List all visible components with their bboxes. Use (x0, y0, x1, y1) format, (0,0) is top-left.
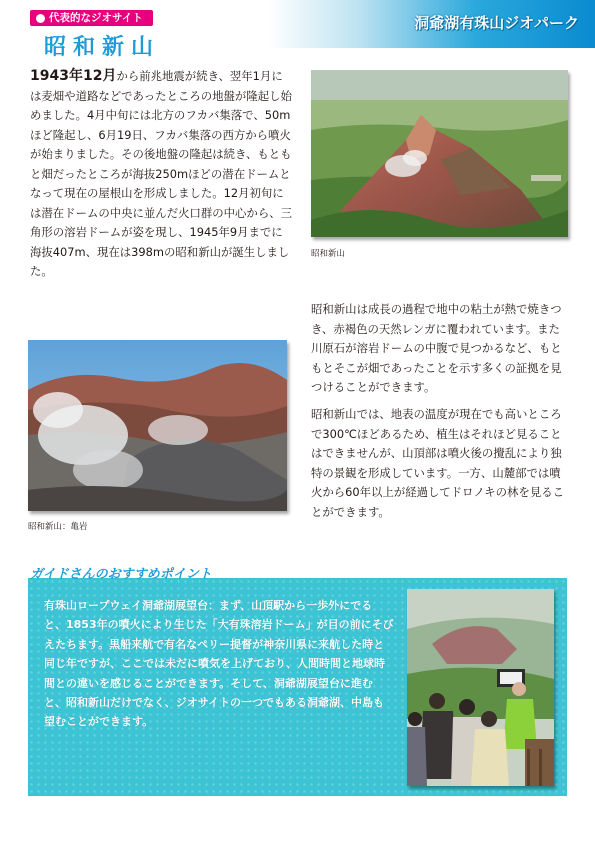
kame-iwa-photo (28, 340, 287, 511)
showa-shinzan-aerial-photo (311, 70, 568, 237)
photo2-caption: 昭和新山：亀岩 (28, 522, 88, 532)
guide-heading: ガイドさんのおすすめポイント (30, 567, 212, 582)
category-tag (30, 10, 153, 26)
guide-body: ：まず、山頂駅から一歩外にでると、1853年の噴火により生じた「大有珠溶岩ドーム」が目の前にそびえたちます。黒船来航で有名なペリー提督が神奈川県に来航した時と同じ年ですが、ここでは未だに噴気を上げており、人間時間と地球時間との違いを感じることができます。そして、洞爺湖展望台に進むと、昭和新山だけでなく、ジオサイトの一つでもある洞爺湖、中島も望むことができます。 (44, 599, 394, 729)
intro-year-lead: 1943年12月 (30, 68, 117, 84)
page-title: 昭和新山 (44, 35, 161, 60)
guide-highlight: 有珠山ロープウェイ洞爺湖展望台 (44, 599, 209, 612)
photo1-caption: 昭和新山 (311, 249, 346, 259)
geopark-title: 洞爺湖有珠山ジオパーク (414, 14, 579, 32)
intro-text: から前兆地震が続き、翌年1月には麦畑や道路などであったところの地盤が隆起し始めました。4月中旬には北方のフカバ集落で、50mほど隆起し、6月19日、フカバ集落の西方から噴火が始まりました。その後地盤の隆起は続き、もともと畑だったところが海抜250mほどの潜在ドームとなって現在の屋根山を形成しました。12月初旬には潜在ドームの中央に並んだ火口群の中心から、三角形の溶岩ドームが姿を現し、1945年9月までに海抜407m、現在は398mの昭和新山が誕生しました。 (30, 69, 292, 278)
observation-deck-photo (407, 589, 554, 786)
intro-paragraph (30, 67, 292, 282)
circle-bullet-icon (36, 14, 45, 23)
guide-text (44, 596, 394, 732)
body-paragraph-2: 昭和新山は成長の過程で地中の粘土が熱で焼きつき、赤褐色の天然レンガに覆われています。また川原石が溶岩ドームの中腹で見つかるなど、もともとそこが畑であったことを示す多くの証拠を見つけることができます。 (311, 302, 562, 394)
category-tag-label: 代表的なジオサイト (49, 12, 143, 24)
body-paragraph-3: 昭和新山では、地表の温度が現在でも高いところで300℃ほどあるため、植生はそれほど見ることはできませんが、山頂部は噴火後の攪乱により独特の景観を形成しています。一方、山麓部では噴火から60年以上が経過してドロノキの林を見ることができます。 (311, 407, 565, 519)
